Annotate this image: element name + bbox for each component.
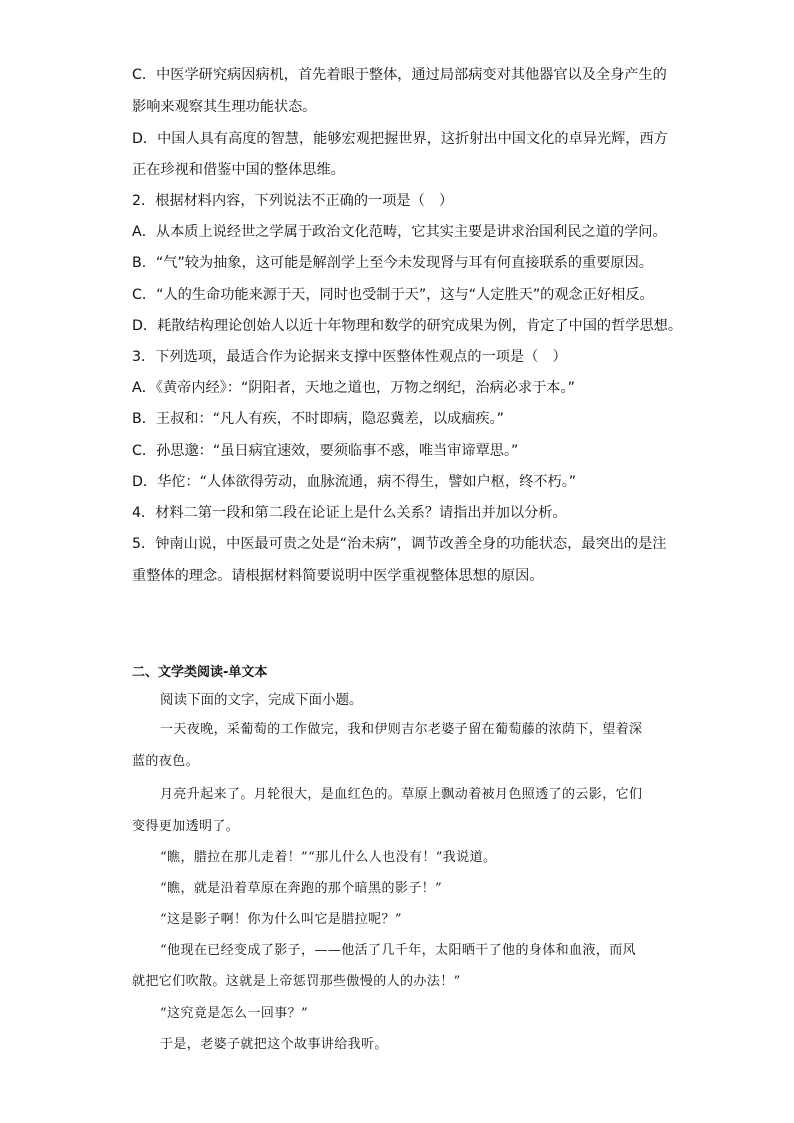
option-3b: B．王叔和：“凡人有疾，不时即病，隐忍冀差，以成痼疾。”: [132, 411, 505, 427]
option-2a: A．从本质上说经世之学属于政治文化范畴，它其实主要是讲求治国利民之道的学问。: [132, 224, 667, 240]
text-line: 正在珍视和借鉴中国的整体思维。: [132, 162, 345, 178]
section-heading: 二、文学类阅读-单文本: [132, 665, 268, 680]
option-3d: D．华佗：“人体欲得劳动，血脉流通，病不得生，譬如户枢，终不朽。”: [132, 474, 577, 490]
question-3: 3．下列选项，最适合作为论据来支撑中医整体性观点的一项是（ ）: [132, 349, 567, 365]
story-line: 变得更加透明了。: [132, 819, 240, 834]
text-line: 重整体的理念。请根据材料简要说明中医学重视整体思想的原因。: [132, 568, 544, 584]
story-line: “这究竟是怎么一回事？”: [160, 1006, 309, 1021]
story-line: 一天夜晚，采葡萄的工作做完，我和伊则吉尔老婆子留在葡萄藤的浓荫下，望着深: [160, 722, 643, 737]
option-3c: C．孙思邈：“虽日病宜速效，要须临事不惑，唯当审谛覃思。”: [132, 443, 519, 459]
option-2c: C．“人的生命功能来源于天，同时也受制于天”，这与“人定胜天”的观念正好相反。: [132, 287, 654, 303]
question-5: 5．钟南山说，中医最可贵之处是“治未病”，调节改善全身的功能状态，最突出的是注: [132, 536, 667, 552]
text-line: 影响来观察其生理功能状态。: [132, 99, 317, 115]
option-3a: A．《黄帝内经》：“阴阳者，天地之道也，万物之纲纪，治病必求于本。”: [132, 380, 575, 396]
question-2: 2．根据材料内容，下列说法不正确的一项是（ ）: [132, 193, 454, 209]
story-line: “瞧，就是沿着草原在奔跑的那个暗黑的影子！”: [160, 881, 443, 896]
instruction: 阅读下面的文字，完成下面小题。: [160, 692, 363, 708]
story-line: 月亮升起来了。月轮很大，是血红色的。草原上飘动着被月色照透了的云影，它们: [160, 787, 643, 802]
option-2d: D．耗散结构理论创始人以近十年物理和数学的研究成果为例，肯定了中国的哲学思想。: [132, 318, 683, 334]
text-line: C．中医学研究病因病机，首先着眼于整体，通过局部病变对其他器官以及全身产生的: [132, 67, 667, 83]
story-line: “瞧，腊拉在那儿走着！”“那儿什么人也没有！”我说道。: [160, 850, 497, 865]
story-line: 蓝的夜色。: [132, 754, 200, 769]
story-line: 就把它们吹散。这就是上帝惩罚那些傲慢的人的办法！”: [132, 974, 461, 989]
option-2b: B．“气”较为抽象，这可能是解剖学上至今未发现肾与耳有何直接联系的重要原因。: [132, 255, 653, 271]
text-line: D．中国人具有高度的智慧，能够宏观把握世界，这折射出中国文化的卓异光辉，西方: [132, 131, 668, 147]
story-line: “这是影子啊！你为什么叫它是腊拉呢？”: [160, 912, 402, 927]
story-line: 于是，老婆子就把这个故事讲给我听。: [160, 1037, 388, 1052]
story-line: “他现在已经变成了影子，——他活了几千年，太阳晒干了他的身体和血液，而风: [160, 943, 637, 958]
question-4: 4．材料二第一段和第二段在论证上是什么关系？请指出并加以分析。: [132, 505, 567, 521]
